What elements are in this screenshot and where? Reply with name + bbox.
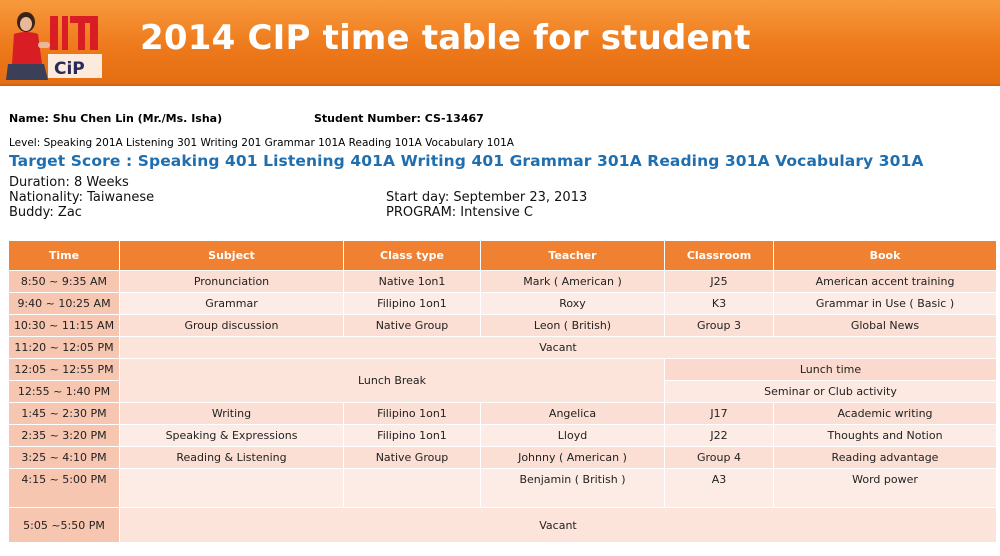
cell-subject: Speaking & Expressions <box>120 425 344 447</box>
svg-text:CiP: CiP <box>54 59 85 79</box>
cell-time: 11:20 ~ 12:05 PM <box>9 337 120 359</box>
duration: Duration: 8 Weeks <box>9 175 129 190</box>
cell-classroom: Group 3 <box>665 315 774 337</box>
cell-lunch-break: Lunch Break <box>120 359 665 403</box>
table-row <box>9 315 997 337</box>
cell-book: Grammar in Use ( Basic ) <box>774 293 997 315</box>
cell-subject: Reading & Listening <box>120 447 344 469</box>
header-classroom: Classroom <box>665 241 774 271</box>
table-row <box>9 337 997 359</box>
table-row <box>9 293 997 315</box>
cell-teacher: Lloyd <box>481 425 665 447</box>
cell-classroom: J22 <box>665 425 774 447</box>
table-row <box>9 359 997 381</box>
header-book: Book <box>774 241 997 271</box>
cell-subject: Grammar <box>120 293 344 315</box>
cell-time: 3:25 ~ 4:10 PM <box>9 447 120 469</box>
cell-book: American accent training <box>774 271 997 293</box>
table-row <box>9 508 997 543</box>
cell-class-type: Filipino 1on1 <box>344 403 481 425</box>
student-level: Level: Speaking 201A Listening 301 Writing 201 Grammar 101A Reading 101A Vocabulary 101A <box>9 137 514 149</box>
cell-teacher: Mark ( American ) <box>481 271 665 293</box>
cell-subject: Writing <box>120 403 344 425</box>
cell-time: 9:40 ~ 10:25 AM <box>9 293 120 315</box>
cell-lunch-time: Lunch time <box>665 359 997 381</box>
buddy: Buddy: Zac <box>9 205 82 220</box>
cell-time: 5:05 ~5:50 PM <box>9 508 120 543</box>
table-row <box>9 425 997 447</box>
cell-book: Academic writing <box>774 403 997 425</box>
table-header-row <box>9 241 997 271</box>
cell-book: Global News <box>774 315 997 337</box>
cell-classroom: J25 <box>665 271 774 293</box>
cell-vacant: Vacant <box>120 337 997 359</box>
cell-classroom: Group 4 <box>665 447 774 469</box>
cell-teacher: Leon ( British) <box>481 315 665 337</box>
page-title: 2014 CIP time table for student <box>140 18 751 58</box>
cell-class-type: Filipino 1on1 <box>344 293 481 315</box>
cell-classroom: J17 <box>665 403 774 425</box>
cip-logo <box>4 4 104 82</box>
cell-class-type <box>344 469 481 508</box>
cell-classroom: K3 <box>665 293 774 315</box>
cell-classroom: A3 <box>665 469 774 508</box>
cell-time: 4:15 ~ 5:00 PM <box>9 469 120 508</box>
header-subject: Subject <box>120 241 344 271</box>
target-score: Target Score : Speaking 401 Listening 401A Writing 401 Grammar 301A Reading 301A Vocabulary 301A <box>9 152 924 170</box>
cell-time: 12:05 ~ 12:55 PM <box>9 359 120 381</box>
cell-vacant: Vacant <box>120 508 997 543</box>
cell-time: 10:30 ~ 11:15 AM <box>9 315 120 337</box>
cell-class-type: Native 1on1 <box>344 271 481 293</box>
cell-subject <box>120 469 344 508</box>
table-row <box>9 469 997 508</box>
cell-book: Word power <box>774 469 997 508</box>
header-banner <box>0 0 1000 86</box>
table-row <box>9 271 997 293</box>
cell-time: 8:50 ~ 9:35 AM <box>9 271 120 293</box>
cell-book: Thoughts and Notion <box>774 425 997 447</box>
cell-class-type: Native Group <box>344 447 481 469</box>
student-name: Name: Shu Chen Lin (Mr./Ms. Isha) <box>9 112 223 125</box>
cell-teacher: Johnny ( American ) <box>481 447 665 469</box>
cell-teacher: Roxy <box>481 293 665 315</box>
cell-class-type: Filipino 1on1 <box>344 425 481 447</box>
cell-subject: Group discussion <box>120 315 344 337</box>
header-class-type: Class type <box>344 241 481 271</box>
cell-time: 2:35 ~ 3:20 PM <box>9 425 120 447</box>
table-row <box>9 403 997 425</box>
header-time: Time <box>9 241 120 271</box>
cell-teacher: Angelica <box>481 403 665 425</box>
cell-teacher: Benjamin ( British ) <box>481 469 665 508</box>
nationality: Nationality: Taiwanese <box>9 190 155 205</box>
timetable <box>8 240 997 543</box>
cell-class-type: Native Group <box>344 315 481 337</box>
cell-time: 1:45 ~ 2:30 PM <box>9 403 120 425</box>
cell-time: 12:55 ~ 1:40 PM <box>9 381 120 403</box>
cell-subject: Pronunciation <box>120 271 344 293</box>
header-teacher: Teacher <box>481 241 665 271</box>
table-row <box>9 447 997 469</box>
start-day: Start day: September 23, 2013 <box>386 190 588 205</box>
cell-book: Reading advantage <box>774 447 997 469</box>
cell-seminar: Seminar or Club activity <box>665 381 997 403</box>
student-number: Student Number: CS-13467 <box>314 112 484 125</box>
program: PROGRAM: Intensive C <box>386 205 533 220</box>
